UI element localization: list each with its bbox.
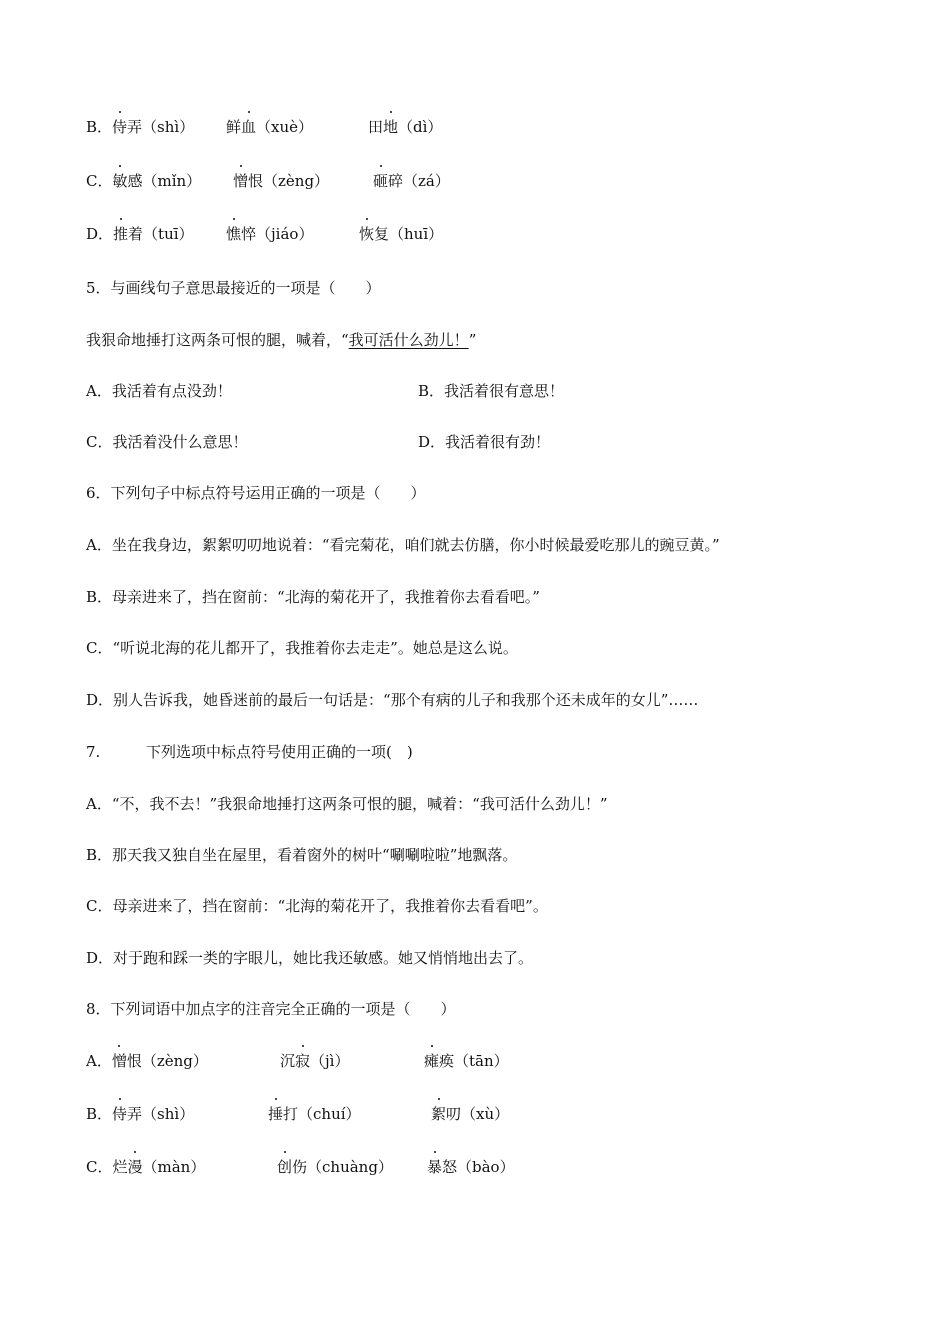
word-prefix: 烂 [112,1158,128,1176]
option-label: D． [86,225,114,243]
q7-option-a: A．“不，我不去！”我狠命地捶打这两条可恨的腿，喊着：“我可活什么劲儿！” [86,795,608,813]
q6-option-d: D．别人告诉我，她昏迷前的最后一句话是：“那个有病的儿子和我那个还未成年的女儿”…… [86,691,699,709]
q7-option-b: B．那天我又独自坐在屋里，看着窗外的树叶“唰唰啦啦”地飘落。 [86,846,518,864]
pinyin-text: 弄（shì） [127,118,195,136]
pinyin-text: 碎（zá） [388,172,450,190]
q4-option-b-word2 [226,117,313,137]
q4-option-d-word2 [226,224,313,244]
q5-option-d: D．我活着很有劲！ [418,433,551,451]
pinyin-text: 痪（tān） [439,1052,509,1070]
q8-option-b-word3 [431,1104,509,1124]
pinyin-text: （màn） [142,1158,206,1176]
dotted-char: 血 [241,118,257,136]
pinyin-text: 悴（jiáo） [241,225,314,243]
q5-option-a: A．我活着有点没劲！ [86,382,232,400]
dotted-char: 捶 [268,1105,284,1123]
quote-close: ” [468,331,477,349]
q8-option-b-word2 [268,1104,361,1124]
q7-number: 7. [86,743,101,761]
q8-option-a-word2 [280,1051,349,1071]
dotted-char: 地 [383,118,399,136]
pinyin-text: （jì） [310,1052,350,1070]
q7-option-c: C．母亲进来了，挡在窗前：“北海的菊花开了，我推着你去看看吧”。 [86,897,548,915]
pinyin-text: 着（tuī） [128,225,194,243]
dotted-char: 砸 [373,172,389,190]
dotted-char: 憎 [111,1052,127,1070]
q4-option-d-word3 [359,224,443,244]
q8-option-a-word3 [424,1051,509,1071]
pinyin-text: （xuè） [256,118,314,136]
underlined-sentence: 我可活什么劲儿！ [348,331,469,349]
q5-quote [86,330,476,350]
dotted-char: 憔 [226,225,242,243]
q5-option-c: C．我活着没什么意思！ [86,433,248,451]
pinyin-text: 怒（bào） [442,1158,515,1176]
dotted-char: 瘫 [424,1052,440,1070]
q4-option-b-word3 [368,117,442,137]
dotted-char: 絮 [431,1105,447,1123]
q6-option-c: C．“听说北海的花儿都开了，我推着你去走走”。她总是这么说。 [86,639,518,657]
word-prefix: 田 [368,118,384,136]
q6-stem: 6．下列句子中标点符号运用正确的一项是（ ） [86,484,426,502]
q5-option-b: B．我活着很有意思！ [418,382,565,400]
q7-stem: 下列选项中标点符号使用正确的一项( ) [146,743,413,761]
q8-option-c-word2 [277,1157,393,1177]
dotted-char: 创 [277,1158,293,1176]
dotted-char: 憎 [233,172,249,190]
q6-option-a: A．坐在我身边，絮絮叨叨地说着：“看完菊花，咱们就去仿膳，你小时候最爱吃那儿的豌豆黄。” [86,536,720,554]
option-label: B． [86,118,113,136]
dotted-char: 漫 [127,1158,143,1176]
q8-option-b [86,1104,194,1124]
q8-option-c-word3 [427,1157,515,1177]
dotted-char: 恢 [359,225,375,243]
pinyin-text: 复（huī） [374,225,444,243]
option-label: C． [86,172,113,190]
option-label: C． [86,1158,113,1176]
pinyin-text: 叨（xù） [446,1105,510,1123]
dotted-char: 推 [113,225,129,243]
q8-option-a [86,1051,208,1071]
q8-option-c [86,1157,205,1177]
quote-text: 我狠命地捶打这两条可恨的腿，喊着，“ [86,331,349,349]
dotted-char: 寂 [295,1052,311,1070]
pinyin-text: 恨（zèng） [126,1052,208,1070]
q5-stem: 5．与画线句子意思最接近的一项是（ ） [86,279,381,297]
pinyin-text: 恨（zèng） [248,172,330,190]
q4-option-d [86,224,194,244]
q8-stem: 8．下列词语中加点字的注音完全正确的一项是（ ） [86,1000,456,1018]
dotted-char: 侍 [112,1105,128,1123]
q6-option-b: B．母亲进来了，挡在窗前：“北海的菊花开了，我推着你去看看吧。” [86,588,540,606]
pinyin-text: （dì） [398,118,443,136]
q4-option-b [86,117,194,137]
word-prefix: 鲜 [226,118,242,136]
option-label: A． [86,1052,112,1070]
pinyin-text: 弄（shì） [127,1105,195,1123]
pinyin-text: 打（chuí） [283,1105,361,1123]
word-prefix: 沉 [280,1052,296,1070]
q4-option-c [86,171,201,191]
dotted-char: 暴 [427,1158,443,1176]
dotted-char: 敏 [112,172,128,190]
pinyin-text: 感（mǐn） [127,172,202,190]
dotted-char: 侍 [112,118,128,136]
q4-option-c-word3 [373,171,450,191]
option-label: B． [86,1105,113,1123]
q4-option-c-word2 [233,171,329,191]
pinyin-text: 伤（chuàng） [292,1158,393,1176]
q7-option-d: D．对于跑和踩一类的字眼儿，她比我还敏感。她又悄悄地出去了。 [86,949,534,967]
